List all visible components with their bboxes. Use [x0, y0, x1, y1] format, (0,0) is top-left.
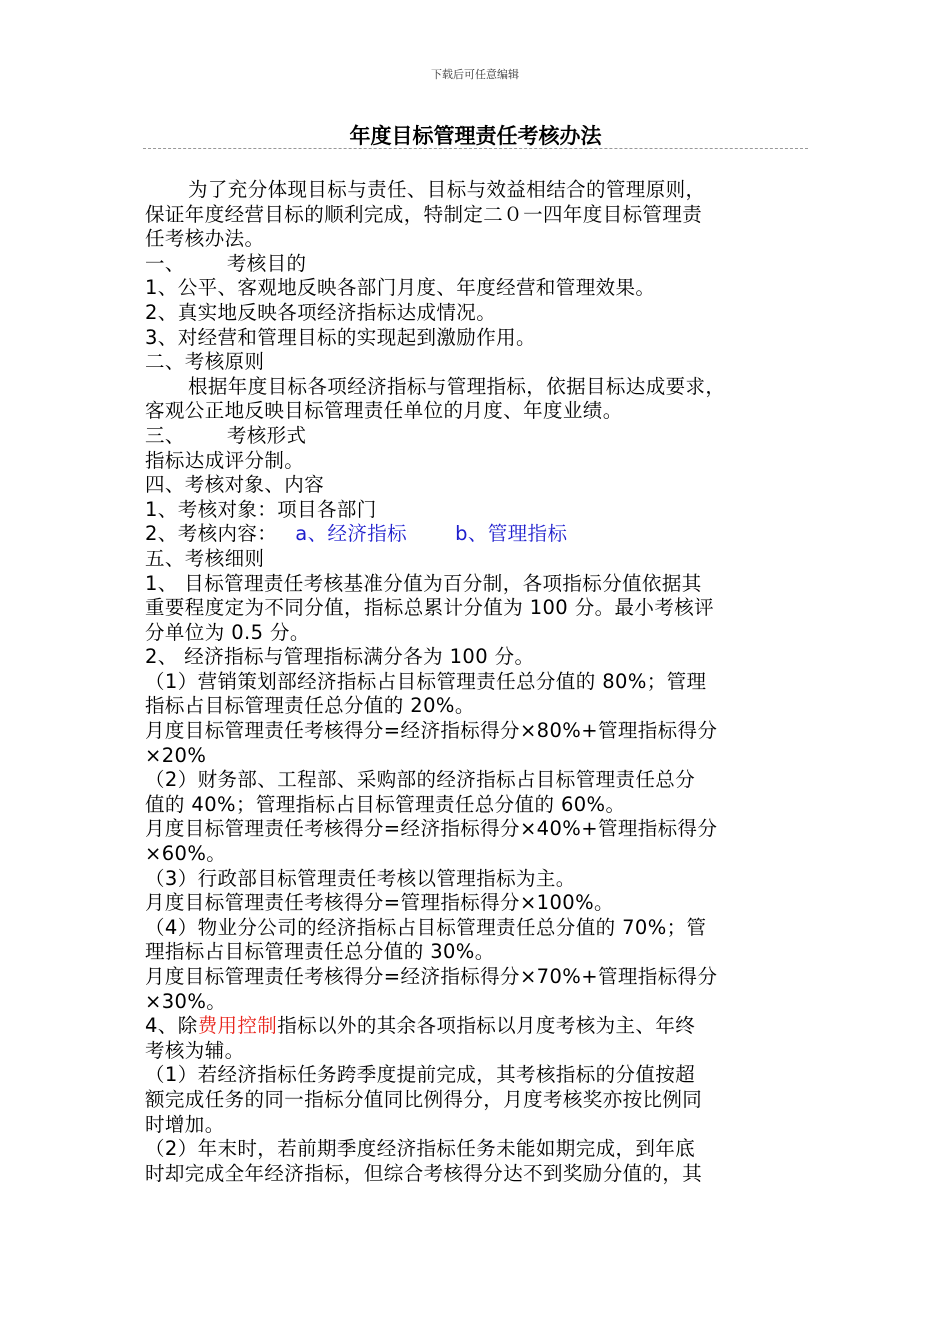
paragraph-line: （3）行政部目标管理责任考核以管理指标为主。 — [145, 866, 576, 890]
paragraph-line: 为了充分体现目标与责任、目标与效益相结合的管理原则， — [188, 178, 706, 201]
paragraph-line: 分单位为 0.5 分。 — [145, 620, 310, 644]
paragraph-line: （4）物业分公司的经济指标占目标管理责任总分值的 70%；管 — [145, 915, 707, 939]
paragraph-line: 根据年度目标各项经济指标与管理指标，依据目标达成要求， — [188, 374, 726, 398]
management-indicator-label: b、管理指标 — [455, 522, 568, 546]
paragraph-line: （2）财务部、工程部、采购部的经济指标占目标管理责任总分 — [145, 768, 696, 792]
list-item: 2、考核内容： a、经济指标 b、管理指标 — [145, 522, 568, 546]
formula-line: 月度目标管理责任考核得分=经济指标得分×40%+管理指标得分 — [145, 817, 718, 841]
paragraph-line: 额完成任务的同一指标分值同比例得分，月度考核奖亦按比例同 — [145, 1087, 703, 1111]
list-item: 1、考核对象：项目各部门 — [145, 497, 377, 521]
paragraph-line: 指标占目标管理责任总分值的 20%。 — [145, 694, 475, 718]
title-block — [143, 122, 808, 154]
section-heading: 一、 考核目的 — [145, 251, 307, 275]
paragraph-line: （1）营销策划部经济指标占目标管理责任总分值的 80%；管理 — [145, 669, 707, 693]
list-item: 1、公平、客观地反映各部门月度、年度经营和管理效果。 — [145, 276, 656, 300]
section-heading: 二、考核原则 — [145, 350, 265, 374]
economic-indicator-label: a、经济指标 — [295, 522, 408, 546]
document-body — [145, 178, 810, 1186]
paragraph-line: （1）若经济指标任务跨季度提前完成，其考核指标的分值按超 — [145, 1063, 696, 1087]
paragraph-line: 2、 经济指标与管理指标满分各为 100 分。 — [145, 645, 535, 669]
paragraph-line: 保证年度经营目标的顺利完成，特制定二０一四年度目标管理责 — [145, 202, 703, 226]
paragraph-line: （2）年末时，若前期季度经济指标任务未能如期完成，到年底 — [145, 1137, 696, 1161]
paragraph-line: 客观公正地反映目标管理责任单位的月度、年度业绩。 — [145, 399, 623, 423]
section-heading: 五、考核细则 — [145, 546, 265, 570]
list-item: 2、真实地反映各项经济指标达成情况。 — [145, 300, 497, 324]
paragraph-line: 考核为辅。 — [145, 1038, 245, 1062]
paragraph-line: 重要程度定为不同分值，指标总累计分值为 100 分。最小考核评 — [145, 596, 715, 620]
paragraph-line: 任考核办法。 — [145, 227, 265, 251]
paragraph-line: 4、除费用控制指标以外的其余各项指标以月度考核为主、年终 — [145, 1014, 696, 1038]
paragraph-line: 值的 40%；管理指标占目标管理责任总分值的 60%。 — [145, 792, 626, 816]
paragraph-line: 时增加。 — [145, 1112, 225, 1136]
section-heading: 三、 考核形式 — [145, 423, 307, 447]
page-header-note: 下载后可任意编辑 — [431, 68, 519, 81]
paragraph-line: 理指标占目标管理责任总分值的 30%。 — [145, 940, 495, 964]
formula-line: ×60%。 — [145, 842, 227, 866]
paragraph-line: 时却完成全年经济指标，但综合考核得分达不到奖励分值的，其 — [145, 1161, 703, 1185]
cost-control-highlight: 费用控制 — [197, 1014, 278, 1038]
formula-line: 月度目标管理责任考核得分=经济指标得分×70%+管理指标得分 — [145, 965, 718, 988]
formula-line: 月度目标管理责任考核得分=经济指标得分×80%+管理指标得分 — [145, 719, 718, 743]
document-title: 年度目标管理责任考核办法 — [143, 122, 808, 150]
paragraph-line: 1、 目标管理责任考核基准分值为百分制，各项指标分值依据其 — [145, 571, 702, 595]
list-item: 3、对经营和管理目标的实现起到激励作用。 — [145, 325, 536, 349]
formula-line: 月度目标管理责任考核得分=管理指标得分×100%。 — [145, 891, 614, 915]
formula-line: ×20% — [145, 743, 207, 767]
paragraph-line: 指标达成评分制。 — [145, 448, 305, 472]
formula-line: ×30%。 — [145, 989, 227, 1013]
section-heading: 四、考核对象、内容 — [145, 473, 325, 497]
